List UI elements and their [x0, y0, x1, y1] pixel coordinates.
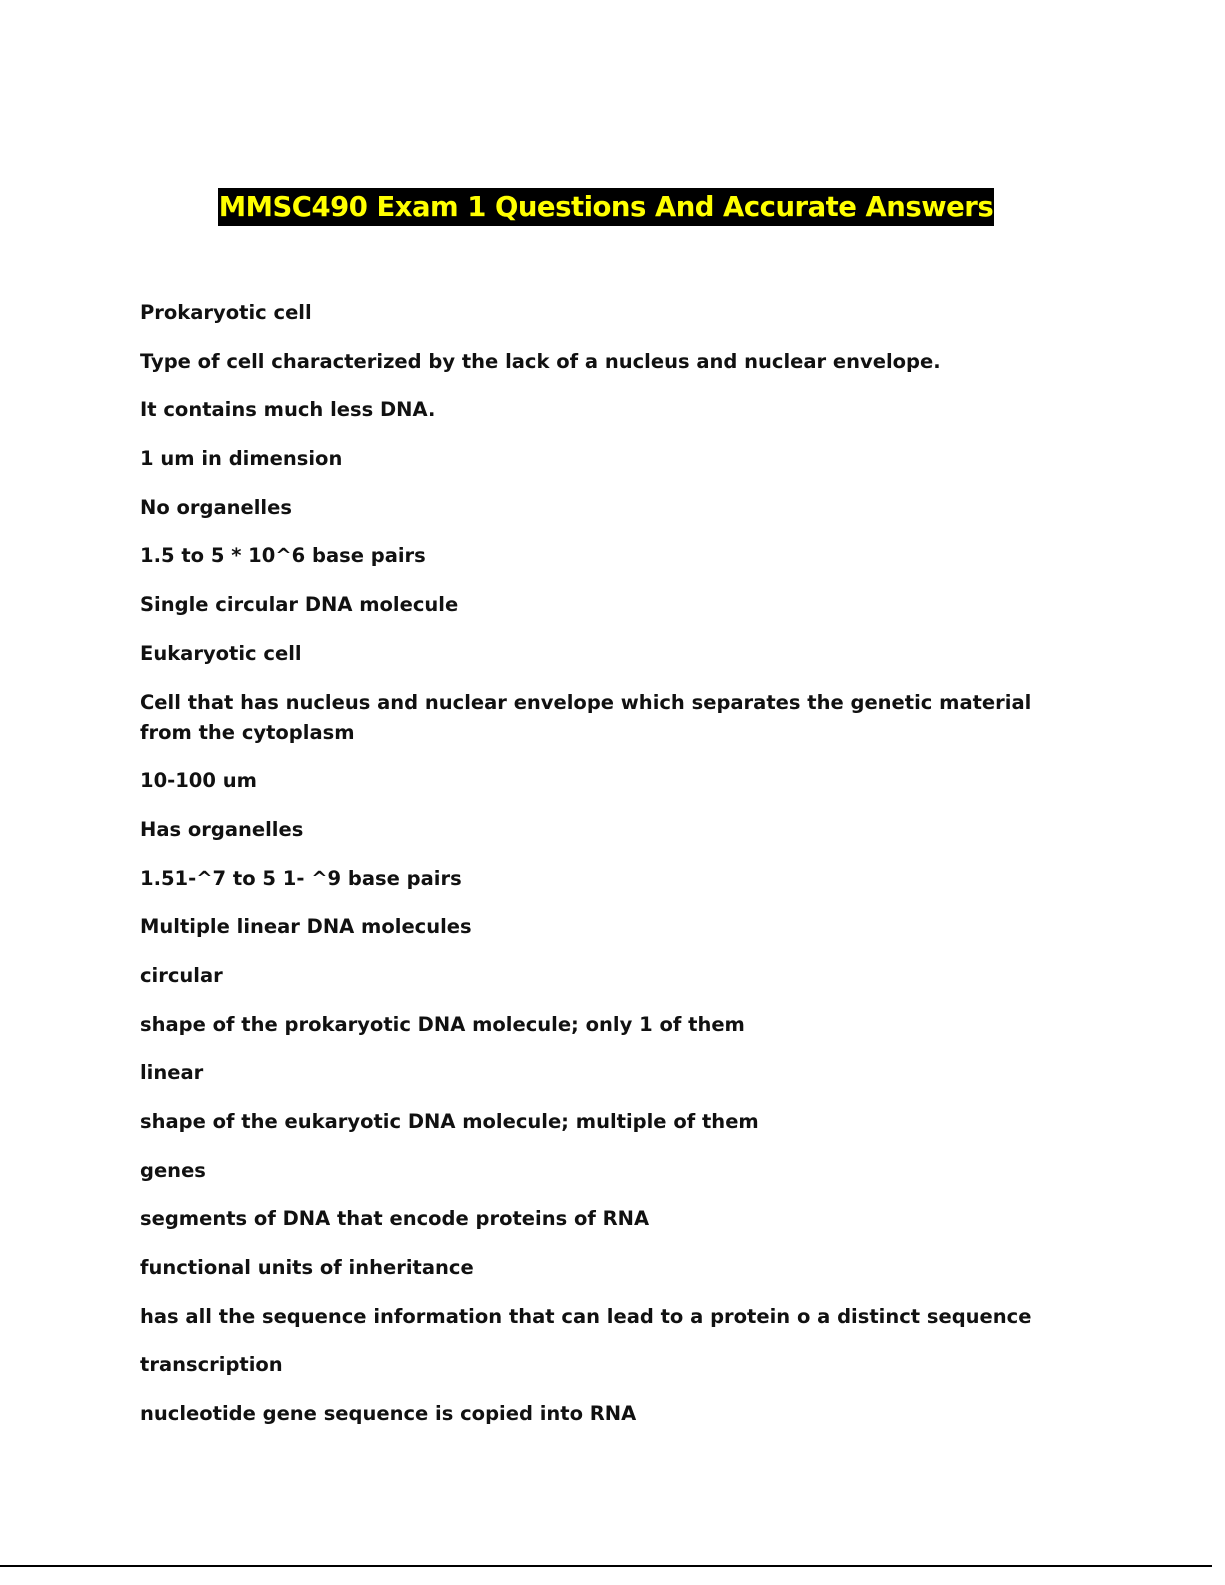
definition-line: No organelles: [140, 495, 292, 519]
page-bottom-divider: [0, 1565, 1212, 1567]
definition-line: Multiple linear DNA molecules: [140, 915, 472, 939]
definition-line: functional units of inheritance: [140, 1256, 474, 1280]
definition-line: shape of the eukaryotic DNA molecule; multiple of them: [140, 1110, 759, 1133]
definition-line: segments of DNA that encode proteins of RNA: [140, 1207, 650, 1231]
definition-line: Single circular DNA molecule: [140, 593, 459, 617]
definition-line: has all the sequence information that can lead to a protein o a distinct sequence: [140, 1304, 1032, 1328]
document-body: [140, 298, 1080, 1448]
term-circular: circular: [140, 963, 223, 987]
term-transcription: transcription: [140, 1353, 283, 1377]
definition-line: It contains much less DNA.: [140, 398, 436, 422]
term-prokaryotic-cell: Prokaryotic cell: [140, 301, 312, 324]
definition-line: Cell that has nucleus and nuclear envelope which separates the genetic material from the cytoplasm: [140, 690, 1032, 744]
term-genes: genes: [140, 1158, 206, 1182]
term-eukaryotic-cell: Eukaryotic cell: [140, 641, 302, 665]
definition-line: 10-100 um: [140, 769, 257, 793]
document-title: MMSC490 Exam 1 Questions And Accurate Answers: [218, 188, 994, 226]
term-linear: linear: [140, 1061, 204, 1085]
definition-line: nucleotide gene sequence is copied into RNA: [140, 1402, 637, 1426]
definition-line: 1 um in dimension: [140, 447, 343, 471]
definition-line: shape of the prokaryotic DNA molecule; only 1 of them: [140, 1012, 745, 1036]
definition-line: Type of cell characterized by the lack of a nucleus and nuclear envelope.: [140, 349, 941, 373]
definition-line: 1.51-^7 to 5 1- ^9 base pairs: [140, 866, 462, 890]
definition-line: 1.5 to 5 * 10^6 base pairs: [140, 544, 426, 568]
title-container: [0, 188, 1212, 226]
definition-line: Has organelles: [140, 817, 304, 841]
